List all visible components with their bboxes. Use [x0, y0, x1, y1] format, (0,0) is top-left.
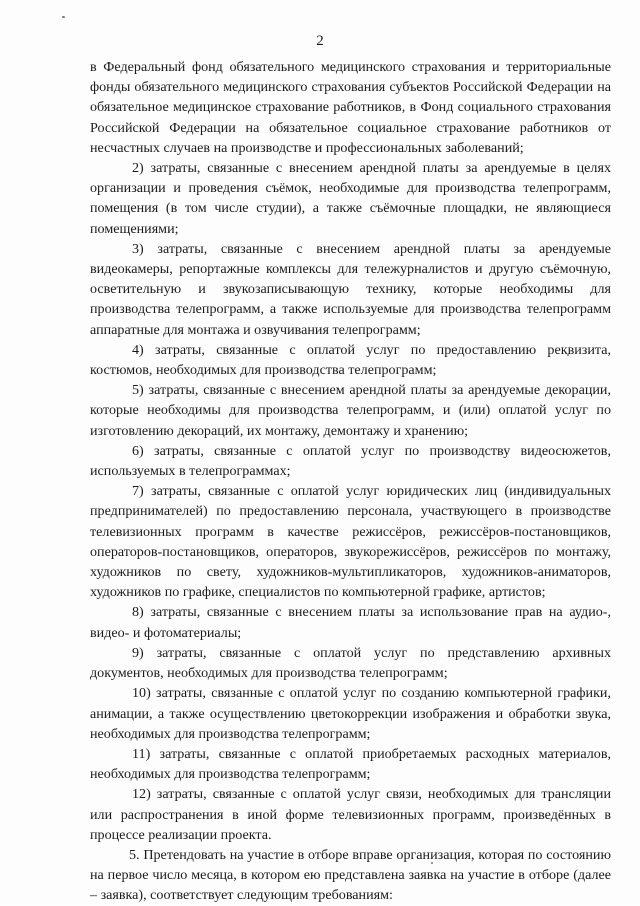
paragraph-item-11: 11) затраты, связанные с оплатой приобретаемых расходных материалов, необходимых для производства телепрограмм;	[90, 745, 611, 783]
paragraph-item-9: 9) затраты, связанные с оплатой услуг по представлению архивных документов, необходимых для производства телепрограмм;	[90, 644, 611, 682]
paragraph-item-12: 12) затраты, связанные с оплатой услуг связи, необходимых для трансляции или распространения в иной форме телевизионных программ, произведённых в процессе реализации проекта.	[90, 786, 611, 843]
paragraph-item-6: 6) затраты, связанные с оплатой услуг по производству видеосюжетов, используемых в телепрограммах;	[90, 442, 611, 480]
paragraph-item-5: 5) затраты, связанные с внесением арендной платы за арендуемые декорации, которые необходимы для производства телепрограмм, и (или) оплатой услуг по изготовлению декораций, их монтажу, демонтажу и хранению;	[90, 382, 611, 439]
document-body	[90, 57, 611, 906]
page-number: 2	[316, 33, 324, 49]
paragraph-section-5: 5. Претендовать на участие в отборе вправе организация, которая по состоянию на первое число месяца, в котором ею представлена заявка на участие в отборе (далее – заявка), соответствует следующим требованиям:	[90, 846, 611, 904]
paragraph-item-7: 7) затраты, связанные с оплатой услуг юридических лиц (индивидуальных предпринимателей) по предоставлению персонала, участвующего в производстве телевизионных программ в качестве режиссёров, режиссёров-постановщиков, операторов-постановщиков, операторов, звукорежиссёров, режиссёров по монтажу, художников по свету, художников-мультипликаторов, художников-аниматоров, художников по графике, специалистов по компьютерной графике, артистов;	[90, 483, 611, 601]
paragraph-item-3: 3) затраты, связанные с внесением арендной платы за арендуемые видеокамеры, репортажные комплексы для тележурналистов и другую съёмочную, осветительную и звукозаписывающую технику, которые необходимы для производства телепрограмм, а также используемые для производства телепрограмм аппаратные для монтажа и озвучивания телепрограмм;	[90, 240, 611, 338]
paragraph-item-8: 8) затраты, связанные с внесением платы за использование прав на аудио-, видео- и фотоматериалы;	[90, 604, 611, 641]
paragraph-item-2: 2) затраты, связанные с внесением арендной платы за арендуемые в целях организации и проведения съёмок, необходимые для производства телепрограмм, помещения (в том числе студии), а также съёмочные площадки, не являющиеся помещениями;	[90, 160, 611, 237]
paragraph-item-4: 4) затраты, связанные с оплатой услуг по предоставлению реквизита, костюмов, необходимых для производства телепрограмм;	[90, 341, 611, 379]
paragraph-continuation: в Федеральный фонд обязательного медицинского страхования и территориальные фонды обязательного медицинского страхования субъектов Российской Федерации на обязательное медицинское страхование работников, в Фонд социального страхования Российской Федерации на обязательное социальное страхование работников от несчастных случаев на производстве и профессиональных заболеваний;	[90, 59, 611, 156]
scan-speck	[62, 16, 65, 18]
paragraph-item-10: 10) затраты, связанные с оплатой услуг по созданию компьютерной графики, анимации, а также осуществлению цветокоррекции изображения и обработки звука, необходимых для производства телепрограмм;	[90, 685, 611, 742]
